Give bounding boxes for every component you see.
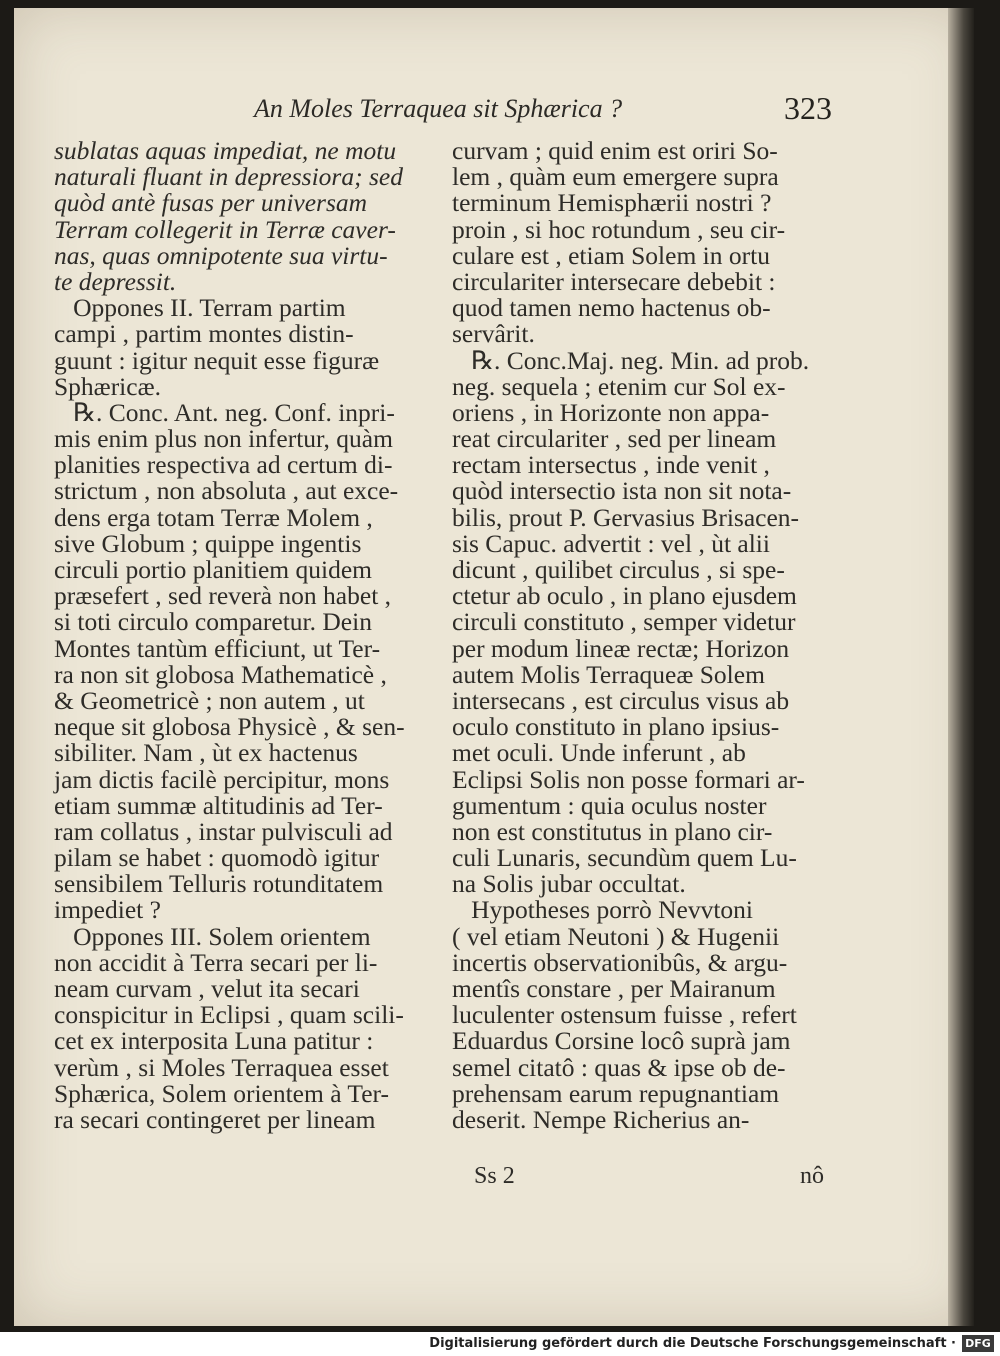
text-line: na Solis jubar occultat. xyxy=(452,869,686,899)
text-line: Oppones III. Solem orientem xyxy=(54,921,371,951)
text-line: mis enim plus non infertur, quàm xyxy=(54,424,393,454)
text-line: quòd intersectio ista non sit nota- xyxy=(452,476,792,506)
text-line: per modum lineæ rectæ; Horizon xyxy=(452,633,790,663)
text-line: prehensam earum repugnantiam xyxy=(452,1078,780,1108)
text-column-right xyxy=(452,138,844,1133)
text-column-left xyxy=(54,138,434,1133)
text-line: culare est , etiam Solem in ortu xyxy=(452,240,770,270)
text-line: jam dictis facilè percipitur, mons xyxy=(54,764,390,794)
catchword: nô xyxy=(800,1163,824,1189)
text-line: Sphærica, Solem orientem à Ter- xyxy=(54,1078,390,1108)
text-line: luculenter ostensum fuisse , refert xyxy=(452,1000,797,1030)
text-line: Montes tantùm efficiunt, ut Ter- xyxy=(54,633,381,663)
text-line: circulariter intersecare debebit : xyxy=(452,266,776,296)
text-line: cet ex interposita Luna patitur : xyxy=(54,1026,374,1056)
text-line: incertis observationibûs, & argu- xyxy=(452,947,788,977)
credit-text: Digitalisierung gefördert durch die Deutsche Forschungsgemeinschaft · xyxy=(429,1336,956,1351)
text-line: culi Lunaris, secundùm quem Lu- xyxy=(452,843,797,873)
text-line: nas, quas omnipotente sua virtu- xyxy=(54,240,388,270)
text-line: sive Globum ; quippe ingentis xyxy=(54,528,362,558)
text-line: ctetur ab oculo , in plano ejusdem xyxy=(452,581,797,611)
text-line: servârit. xyxy=(452,319,535,349)
text-line: lem , quàm eum emergere supra xyxy=(452,162,779,192)
text-line: Eduardus Corsine locô suprà jam xyxy=(452,1026,791,1056)
text-line: ra non sit globosa Mathematicè , xyxy=(54,659,387,689)
credit-bar xyxy=(0,1332,1000,1356)
text-line: reat circulariter , sed per lineam xyxy=(452,424,777,454)
dfg-logo: DFG xyxy=(962,1335,994,1352)
text-line: ram collatus , instar pulvisculi ad xyxy=(54,816,393,846)
text-line: naturali fluant in depressiora; sed xyxy=(54,162,403,192)
text-line: ℞. Conc.Maj. neg. Min. ad prob. xyxy=(452,345,810,375)
text-line: pilam se habet : quomodò igitur xyxy=(54,843,380,873)
text-line: impediet ? xyxy=(54,895,161,925)
text-line: ℞. Conc. Ant. neg. Conf. inpri- xyxy=(54,397,395,427)
text-line: ( vel etiam Neutoni ) & Hugenii xyxy=(452,921,780,951)
text-line: te depressit. xyxy=(54,266,177,296)
text-line: neque sit globosa Physicè , & sen- xyxy=(54,712,405,742)
text-line: sensibilem Telluris rotunditatem xyxy=(54,869,384,899)
text-line: terminum Hemisphærii nostri ? xyxy=(452,188,772,218)
text-line: sis Capuc. advertit : vel , ùt alii xyxy=(452,528,770,558)
text-line: sublatas aquas impediat, ne motu xyxy=(54,136,397,165)
text-line: Sphæricæ. xyxy=(54,371,161,401)
text-line: sibiliter. Nam , ùt ex hactenus xyxy=(54,738,358,768)
text-line: proin , si hoc rotundum , seu cir- xyxy=(452,214,786,244)
text-line: Terram collegerit in Terræ caver- xyxy=(54,214,396,244)
text-line: non est constitutus in plano cir- xyxy=(452,816,773,846)
text-line: Eclipsi Solis non posse formari ar- xyxy=(452,764,805,794)
text-line: gumentum : quia oculus noster xyxy=(452,790,767,820)
text-line: verùm , si Moles Terraquea esset xyxy=(54,1052,389,1082)
text-line: ra secari contingeret per lineam xyxy=(54,1104,376,1134)
text-line: rectam intersectus , inde venit , xyxy=(452,450,770,480)
text-line: dens erga totam Terræ Molem , xyxy=(54,502,373,532)
text-line: non accidit à Terra secari per li- xyxy=(54,947,378,977)
text-line: semel citatô : quas & ipse ob de- xyxy=(452,1052,786,1082)
text-line: autem Molis Terraqueæ Solem xyxy=(452,659,765,689)
text-line: Oppones II. Terram partim xyxy=(54,293,346,323)
page-edge xyxy=(948,8,974,1326)
text-line: conspicitur in Eclipsi , quam scili- xyxy=(54,1000,404,1030)
book-page xyxy=(14,8,974,1326)
text-line: met oculi. Unde inferunt , ab xyxy=(452,738,746,768)
page-header xyxy=(14,88,974,138)
text-line: Hypotheses porrò Nevvtoni xyxy=(452,895,753,925)
text-line: oriens , in Horizonte non appa- xyxy=(452,397,770,427)
text-line: mentîs constare , per Mairanum xyxy=(452,974,776,1003)
text-line: & Geometricè ; non autem , ut xyxy=(54,685,365,715)
text-line: circuli constituto , semper videtur xyxy=(452,607,796,637)
text-line: neam curvam , velut ita secari xyxy=(54,974,360,1003)
text-line: si toti circulo comparetur. Dein xyxy=(54,607,372,637)
text-line: intersecans , est circulus visus ab xyxy=(452,685,790,715)
text-line: præsefert , sed reverà non habet , xyxy=(54,581,392,611)
text-line: neg. sequela ; etenim cur Sol ex- xyxy=(452,371,786,401)
text-line: strictum , non absoluta , aut exce- xyxy=(54,476,399,506)
text-line: circuli portio planitiem quidem xyxy=(54,555,372,584)
text-line: guunt : igitur nequit esse figuræ xyxy=(54,345,380,375)
text-line: dicunt , quilibet circulus , si spe- xyxy=(452,555,785,584)
signature-mark: Ss 2 xyxy=(474,1163,515,1189)
text-line: campi , partim montes distin- xyxy=(54,319,354,349)
text-line: oculo constituto in plano ipsius- xyxy=(452,712,780,742)
running-head: An Moles Terraquea sit Sphærica ? xyxy=(254,94,623,123)
text-line: quòd antè fusas per universam xyxy=(54,188,368,218)
page-number: 323 xyxy=(784,90,832,126)
text-line: quod tamen nemo hactenus ob- xyxy=(452,293,771,323)
text-line: planities respectiva ad certum di- xyxy=(54,450,393,480)
text-line: deserit. Nempe Richerius an- xyxy=(452,1104,750,1134)
text-line: etiam summæ altitudinis ad Ter- xyxy=(54,790,383,820)
text-line: bilis, prout P. Gervasius Brisacen- xyxy=(452,502,800,532)
text-line: curvam ; quid enim est oriri So- xyxy=(452,136,778,165)
